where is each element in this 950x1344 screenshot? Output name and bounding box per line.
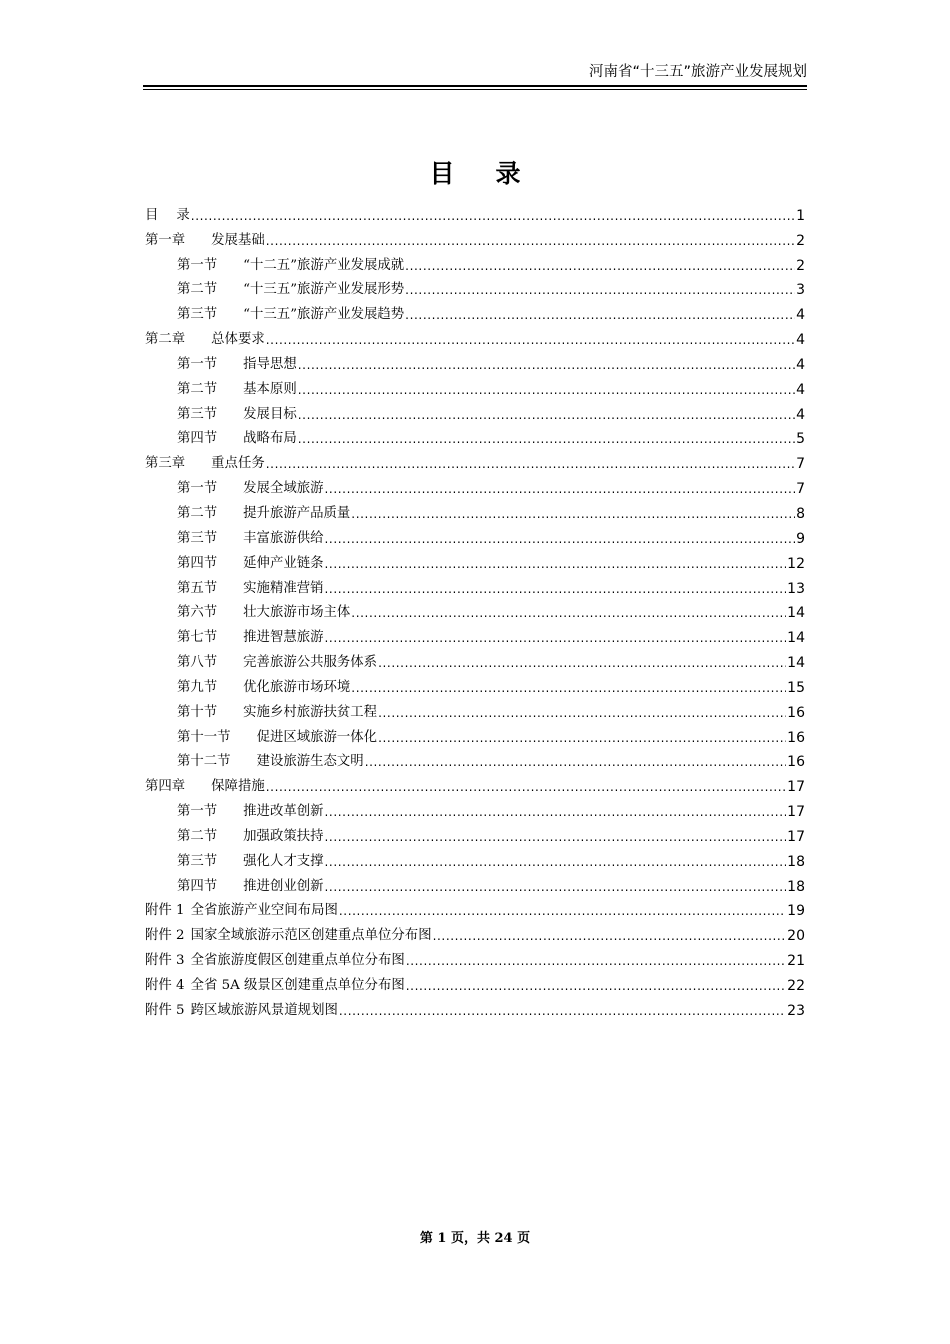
toc-entry-number: 目 — [145, 207, 159, 223]
toc-entry-page-number: 18 — [787, 853, 805, 870]
toc-entry-label — [177, 753, 364, 771]
toc-dot-leader — [325, 580, 787, 598]
toc-entry-number: 第一节 — [177, 257, 218, 273]
toc-entry[interactable] — [145, 747, 805, 772]
toc-entry-number: 第二节 — [177, 282, 218, 298]
toc-entry-number: 第三章 — [145, 456, 186, 472]
toc-entry[interactable] — [145, 771, 805, 796]
page-footer: 第 1 页，共 24 页 — [419, 1231, 531, 1246]
toc-entry-text: 发展全域旅游 — [243, 481, 324, 497]
toc-entry-number: 第一章 — [145, 232, 186, 248]
toc-entry-text: 保障措施 — [211, 779, 265, 795]
toc-entry[interactable] — [145, 722, 805, 747]
toc-entry-label — [177, 654, 377, 672]
toc-entry-label — [177, 828, 324, 846]
toc-dot-leader — [298, 356, 795, 374]
toc-entry-text: 促进区域旅游一体化 — [256, 729, 378, 745]
table-of-contents — [145, 200, 805, 1020]
toc-dot-leader — [325, 828, 787, 846]
toc-entry-page-number: 19 — [787, 903, 805, 920]
toc-entry[interactable] — [145, 473, 805, 498]
toc-dot-leader — [266, 455, 795, 473]
toc-entry-page-number: 16 — [787, 729, 805, 746]
toc-entry-label — [177, 406, 297, 424]
toc-entry-page-number: 16 — [787, 754, 805, 771]
toc-dot-leader — [405, 257, 795, 275]
toc-dot-leader — [325, 878, 787, 896]
toc-entry-page-number: 4 — [796, 332, 805, 349]
toc-entry-text: 延伸产业链条 — [243, 555, 324, 571]
toc-dot-leader — [406, 952, 786, 970]
toc-entry-page-number: 16 — [787, 704, 805, 721]
toc-dot-leader — [378, 704, 786, 722]
toc-dot-leader — [351, 505, 795, 523]
toc-entry-text: 强化人才支撑 — [243, 853, 324, 869]
toc-dot-leader — [325, 530, 796, 548]
toc-entry-number: 附件 4 — [145, 978, 185, 993]
toc-entry-page-number: 14 — [787, 630, 805, 647]
toc-entry-text: 国家全域旅游示范区创建重点单位分布图 — [190, 928, 432, 944]
toc-entry[interactable] — [145, 424, 805, 449]
toc-entry-label — [145, 331, 265, 349]
toc-entry-text: 推进创业创新 — [243, 878, 324, 894]
toc-entry-label — [145, 952, 405, 970]
toc-dot-leader — [325, 853, 787, 871]
toc-entry[interactable] — [145, 672, 805, 697]
toc-dot-leader — [325, 555, 787, 573]
toc-entry[interactable] — [145, 324, 805, 349]
toc-entry-number: 第一节 — [177, 804, 218, 820]
toc-entry-page-number: 3 — [796, 282, 805, 299]
toc-entry-page-number: 18 — [787, 878, 805, 895]
toc-dot-leader — [405, 306, 795, 324]
toc-entry-number: 第十二节 — [177, 754, 231, 770]
toc-entry[interactable] — [145, 498, 805, 523]
toc-entry-label — [177, 704, 377, 722]
toc-entry-number: 第三节 — [177, 406, 218, 422]
toc-entry-number: 第九节 — [177, 679, 218, 695]
toc-entry-label — [177, 729, 377, 747]
toc-entry-label — [177, 480, 324, 498]
toc-entry[interactable] — [145, 598, 805, 623]
toc-dot-leader — [351, 679, 786, 697]
toc-entry[interactable] — [145, 374, 805, 399]
toc-entry-number: 附件 1 — [145, 903, 185, 919]
toc-entry[interactable] — [145, 523, 805, 548]
toc-dot-leader — [433, 927, 787, 945]
toc-entry-label — [177, 381, 297, 399]
toc-entry-label — [145, 232, 265, 250]
toc-entry-page-number: 8 — [796, 505, 805, 522]
toc-entry-page-number: 23 — [787, 1002, 805, 1019]
toc-entry-page-number: 21 — [787, 953, 805, 970]
toc-entry-number: 附件 3 — [145, 953, 185, 969]
toc-entry-text: 指导思想 — [243, 356, 297, 372]
toc-entry-label — [177, 853, 324, 871]
toc-entry-number: 第四章 — [145, 779, 186, 795]
toc-entry-number: 第三节 — [177, 530, 218, 546]
toc-entry-page-number: 17 — [787, 828, 805, 845]
toc-dot-leader — [266, 778, 786, 796]
toc-dot-leader — [406, 977, 786, 995]
toc-entry-text: 跨区域旅游风景道规划图 — [190, 1002, 338, 1018]
toc-entry-number: 第五节 — [177, 580, 218, 596]
toc-entry-text: “十三五”旅游产业发展形势 — [243, 282, 405, 298]
toc-entry-text: 完善旅游公共服务体系 — [243, 655, 378, 671]
toc-dot-leader — [298, 430, 795, 448]
toc-entry[interactable] — [145, 821, 805, 846]
toc-entry-page-number: 17 — [787, 779, 805, 796]
toc-entry-number: 第一节 — [177, 481, 218, 497]
toc-dot-leader — [191, 207, 795, 225]
toc-entry-number: 第十节 — [177, 704, 218, 720]
toc-entry-number: 第四节 — [177, 431, 218, 447]
toc-entry-label — [145, 455, 265, 473]
toc-entry-page-number: 14 — [787, 605, 805, 622]
toc-entry-label — [177, 505, 350, 523]
toc-entry-number: 第六节 — [177, 605, 218, 621]
toc-entry-number: 第二节 — [177, 828, 218, 844]
toc-entry-label — [177, 306, 404, 324]
toc-entry-label — [177, 257, 404, 275]
toc-entry-text: 战略布局 — [243, 431, 297, 447]
toc-entry-page-number: 4 — [796, 381, 805, 398]
toc-entry-text: 提升旅游产品质量 — [243, 505, 351, 521]
toc-entry-page-number: 4 — [796, 406, 805, 423]
toc-entry-label — [145, 902, 338, 920]
toc-dot-leader — [266, 232, 795, 250]
toc-entry-text: 实施精准营销 — [243, 580, 324, 596]
toc-entry-label — [177, 803, 324, 821]
toc-entry-label — [177, 629, 324, 647]
toc-entry-label — [177, 679, 350, 697]
toc-entry[interactable] — [145, 448, 805, 473]
toc-entry-number: 第三节 — [177, 853, 218, 869]
toc-dot-leader — [298, 406, 795, 424]
toc-entry-label — [145, 977, 405, 995]
toc-entry[interactable] — [145, 945, 805, 970]
toc-entry-label — [177, 878, 324, 896]
toc-entry-text: 全省 5A 级景区创建重点单位分布图 — [190, 978, 405, 993]
toc-entry-label — [177, 580, 324, 598]
toc-entry-number: 第二章 — [145, 332, 186, 348]
toc-dot-leader — [339, 902, 786, 920]
toc-entry-page-number: 7 — [796, 481, 805, 498]
toc-entry-text: 发展目标 — [243, 406, 297, 422]
toc-entry-number: 第四节 — [177, 878, 218, 894]
toc-entry-label — [145, 927, 432, 945]
toc-dot-leader — [339, 1002, 786, 1020]
toc-entry-text: 总体要求 — [211, 332, 265, 348]
toc-dot-leader — [378, 654, 786, 672]
toc-entry-text: 壮大旅游市场主体 — [243, 605, 351, 621]
toc-dot-leader — [325, 629, 787, 647]
toc-entry-text: 推进智慧旅游 — [243, 630, 324, 646]
toc-entry[interactable] — [145, 225, 805, 250]
toc-entry-page-number: 5 — [796, 431, 805, 448]
toc-entry-page-number: 20 — [787, 928, 805, 945]
toc-entry-label — [145, 778, 265, 796]
toc-entry[interactable] — [145, 200, 805, 225]
toc-entry-number: 附件 2 — [145, 928, 185, 944]
toc-entry[interactable] — [145, 622, 805, 647]
toc-entry-number: 第二节 — [177, 381, 218, 397]
toc-entry-page-number: 7 — [796, 456, 805, 473]
toc-entry-text: 优化旅游市场环境 — [243, 679, 351, 695]
toc-entry-text: 全省旅游产业空间布局图 — [190, 903, 338, 919]
toc-entry-text: 全省旅游度假区创建重点单位分布图 — [190, 953, 405, 969]
toc-entry-page-number: 14 — [787, 655, 805, 672]
toc-entry-number: 第十一节 — [177, 729, 231, 745]
toc-dot-leader — [298, 381, 795, 399]
toc-entry-label — [177, 555, 324, 573]
toc-entry-number: 第八节 — [177, 655, 218, 671]
toc-entry-text: 实施乡村旅游扶贫工程 — [243, 704, 378, 720]
toc-dot-leader — [325, 480, 796, 498]
toc-dot-leader — [266, 331, 795, 349]
toc-entry-label — [177, 356, 297, 374]
toc-entry-page-number: 4 — [796, 356, 805, 373]
toc-entry-text: “十二五”旅游产业发展成就 — [243, 257, 405, 273]
toc-dot-leader — [325, 803, 787, 821]
toc-entry-text: 推进改革创新 — [243, 804, 324, 820]
toc-entry-number: 第七节 — [177, 630, 218, 646]
toc-entry-page-number: 22 — [787, 978, 805, 994]
toc-entry-label — [177, 281, 404, 299]
toc-entry-text: “十三五”旅游产业发展趋势 — [243, 307, 405, 323]
toc-entry[interactable] — [145, 349, 805, 374]
toc-entry-page-number: 1 — [796, 207, 805, 224]
toc-entry[interactable] — [145, 299, 805, 324]
toc-entry-text: 加强政策扶持 — [243, 828, 324, 844]
toc-entry-label — [177, 530, 324, 548]
toc-entry-text: 重点任务 — [211, 456, 265, 472]
running-header: 河南省“十三五”旅游产业发展规划 — [588, 64, 807, 80]
toc-entry-number: 第二节 — [177, 505, 218, 521]
toc-dot-leader — [378, 729, 786, 747]
toc-entry[interactable] — [145, 920, 805, 945]
toc-entry[interactable] — [145, 548, 805, 573]
toc-entry-text: 丰富旅游供给 — [243, 530, 324, 546]
toc-entry-number: 附件 5 — [145, 1002, 185, 1018]
toc-entry[interactable] — [145, 647, 805, 672]
toc-entry[interactable] — [145, 573, 805, 598]
toc-dot-leader — [405, 281, 795, 299]
toc-dot-leader — [351, 604, 786, 622]
toc-entry-page-number: 4 — [796, 307, 805, 324]
toc-entry[interactable] — [145, 250, 805, 275]
toc-dot-leader — [365, 753, 786, 771]
toc-entry-text: 建设旅游生态文明 — [256, 754, 364, 770]
toc-entry-page-number: 13 — [787, 580, 805, 597]
toc-entry[interactable] — [145, 995, 805, 1020]
toc-entry-text: 发展基础 — [211, 232, 265, 248]
toc-entry[interactable] — [145, 846, 805, 871]
toc-entry-label — [177, 604, 350, 622]
toc-entry[interactable] — [145, 796, 805, 821]
toc-entry-number: 第三节 — [177, 307, 218, 323]
toc-entry[interactable] — [145, 970, 805, 995]
toc-entry-page-number: 15 — [787, 679, 805, 696]
toc-entry-page-number: 12 — [787, 555, 805, 572]
toc-entry[interactable] — [145, 275, 805, 300]
toc-entry-page-number: 17 — [787, 804, 805, 821]
header-rule — [143, 85, 807, 90]
toc-entry-text: 录 — [176, 207, 190, 223]
toc-entry-label — [177, 430, 297, 448]
toc-entry-label — [145, 207, 190, 225]
toc-entry[interactable] — [145, 871, 805, 896]
toc-entry-page-number: 2 — [796, 232, 805, 249]
toc-entry-number: 第一节 — [177, 356, 218, 372]
toc-entry-label — [145, 1002, 338, 1020]
toc-entry-number: 第四节 — [177, 555, 218, 571]
toc-entry-page-number: 9 — [796, 530, 805, 547]
toc-entry-text: 基本原则 — [243, 381, 297, 397]
toc-title: 目 录 — [429, 159, 529, 188]
toc-entry[interactable] — [145, 896, 805, 921]
toc-entry[interactable] — [145, 697, 805, 722]
toc-entry[interactable] — [145, 399, 805, 424]
toc-entry-page-number: 2 — [796, 257, 805, 274]
